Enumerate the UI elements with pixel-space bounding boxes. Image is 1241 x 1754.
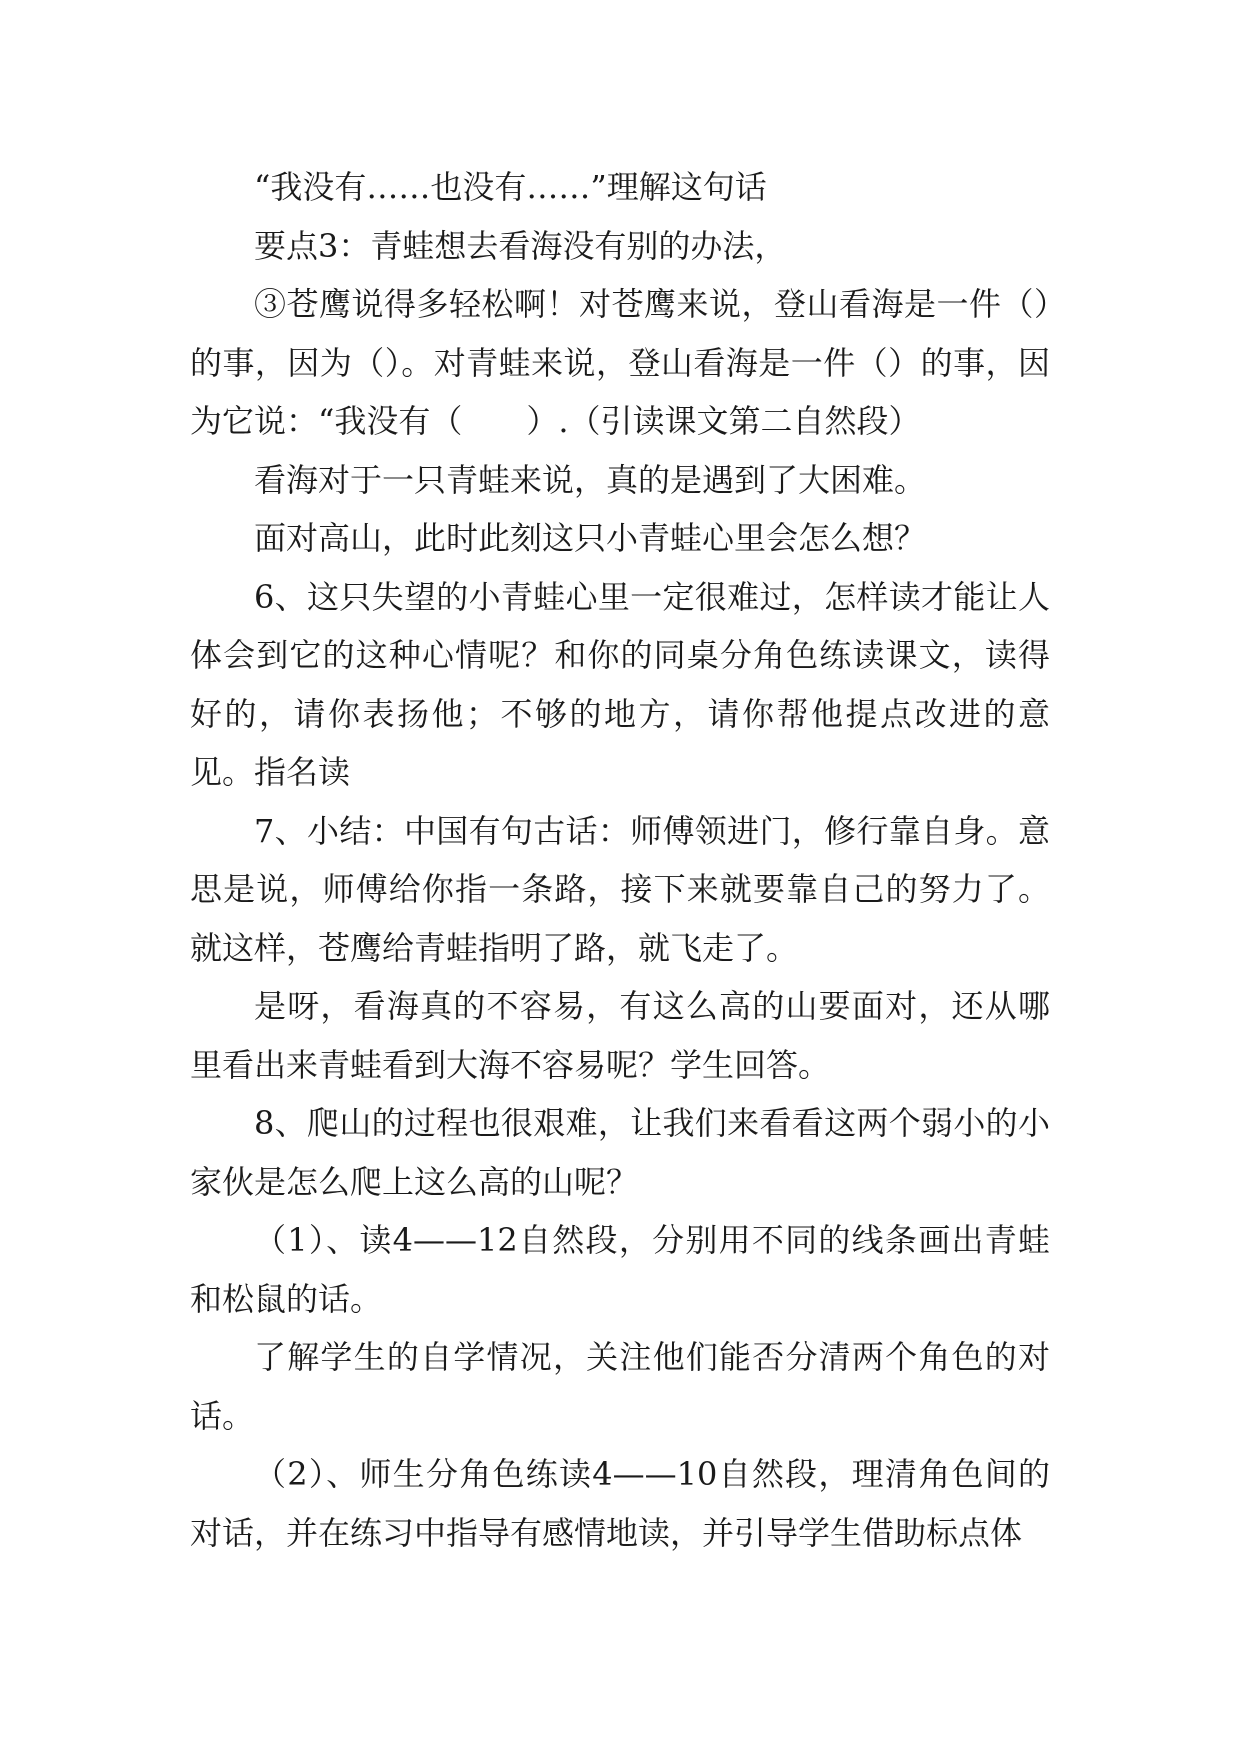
paragraph-2: 要点3：青蛙想去看海没有别的办法， [254, 226, 787, 265]
paragraph-10: （1）、读4——12自然段，分别用不同的线条画出青蛙和松鼠的话。 [190, 1221, 1050, 1318]
paragraph-1: “我没有……也没有……”理解这句话 [254, 168, 767, 206]
paragraph-3: ③苍鹰说得多轻松啊！对苍鹰来说，登山看海是一件（）的事，因为（）。对青蛙来说，登山看海是一件（）的事，因为它说：“我没有（ ）.（引读课文第二自然段） [190, 285, 1050, 440]
paragraph-9: 8、爬山的过程也很艰难，让我们来看看这两个弱小的小家伙是怎么爬上这么高的山呢？ [190, 1104, 1050, 1201]
paragraph-5: 面对高山，此时此刻这只小青蛙心里会怎么想？ [254, 519, 927, 557]
paragraph-12: （2）、师生分角色练读4——10自然段，理清角色间的对话，并在练习中指导有感情地读，并引导学生借助标点体 [190, 1455, 1050, 1552]
paragraph-6: 6、这只失望的小青蛙心里一定很难过，怎样读才能让人体会到它的这种心情呢？和你的同桌分角色练读课文，读得好的，请你表扬他；不够的地方，请你帮他提点改进的意见。指名读 [190, 577, 1050, 791]
document-body [190, 158, 1050, 1562]
paragraph-8: 是呀，看海真的不容易，有这么高的山要面对，还从哪里看出来青蛙看到大海不容易呢？学生回答。 [190, 987, 1050, 1084]
paragraph-11: 了解学生的自学情况，关注他们能否分清两个角色的对话。 [190, 1338, 1050, 1435]
paragraph-7: 7、小结：中国有句古话：师傅领进门，修行靠自身。意思是说，师傅给你指一条路，接下来就要靠自己的努力了。就这样，苍鹰给青蛙指明了路，就飞走了。 [190, 811, 1050, 967]
paragraph-4: 看海对于一只青蛙来说，真的是遇到了大困难。 [254, 460, 927, 499]
